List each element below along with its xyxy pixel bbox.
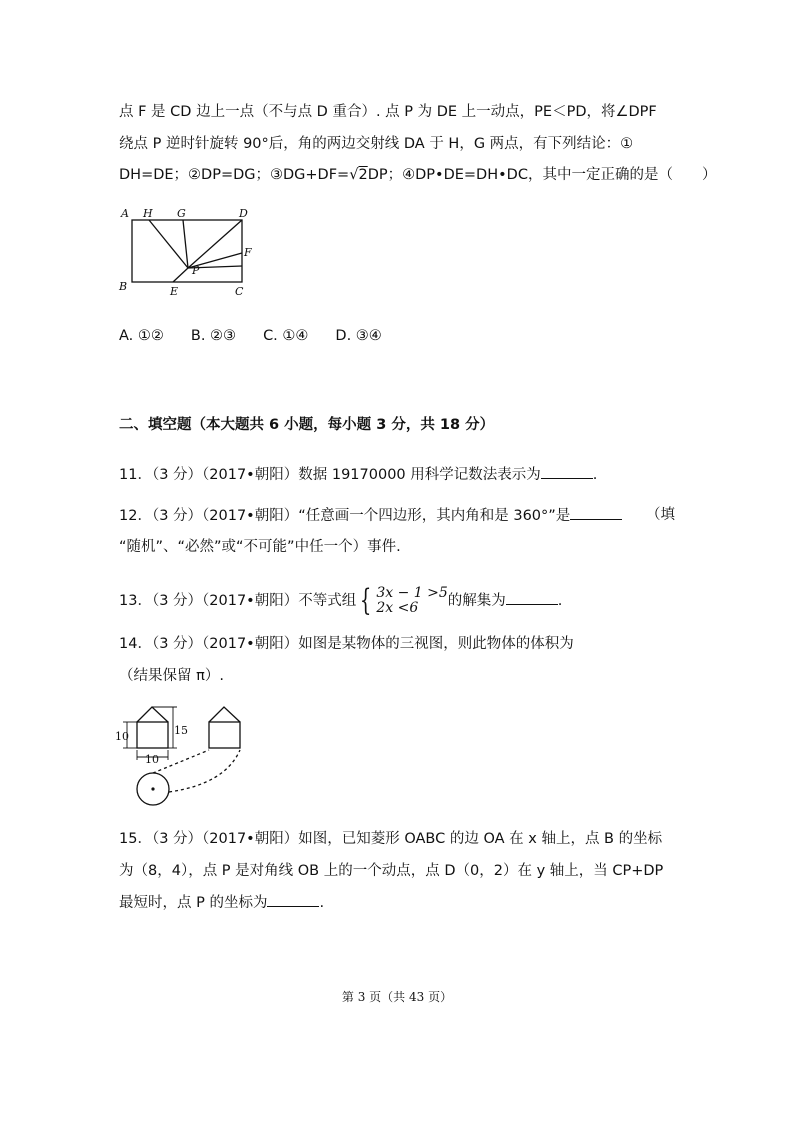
q13-part-a: 13．（3 分）（2017•朝阳）不等式组 — [119, 593, 357, 609]
q12-line-1 — [119, 505, 675, 526]
label-p: P — [192, 264, 200, 277]
q14-line-2: （结果保留 π）. — [119, 668, 224, 684]
sqrt-symbol: √ — [349, 167, 359, 183]
q15-answer-blank — [267, 892, 319, 907]
inequality-system — [356, 583, 448, 618]
q14-figure — [115, 704, 265, 808]
q13-text — [119, 583, 563, 618]
center-dot — [151, 787, 154, 790]
q10-line-3-part-b: DP；④DP•DE=DH•DC，其中一定正确的是（ ） — [367, 167, 717, 183]
label-g: G — [177, 207, 186, 220]
segment-pg — [183, 220, 188, 268]
choice-d: D. ③④ — [335, 328, 382, 344]
label-h: H — [143, 207, 153, 220]
front-view-roof — [137, 707, 168, 722]
q10-line-3 — [119, 165, 716, 185]
q10-line-2: 绕点 P 逆时针旋转 90°后，角的两边交射线 DA 于 H，G 两点，有下列结论：① — [119, 136, 634, 152]
brace-symbol: { — [360, 583, 372, 618]
sqrt-radicand: 2 — [358, 167, 368, 183]
q12-part-a: 12．（3 分）（2017•朝阳）“任意画一个四边形，其内角和是 360°”是 — [119, 508, 571, 524]
label-c: C — [235, 285, 244, 298]
label-f: F — [244, 246, 252, 259]
q13-part-b: 的解集为 — [447, 593, 506, 609]
q15-line-2: 为（8，4），点 P 是对角线 OB 上的一个动点，点 D（0，2）在 y 轴上，当 CP+DP — [119, 863, 664, 879]
q14-line-1: 14．（3 分）（2017•朝阳）如图是某物体的三视图，则此物体的体积为 — [119, 636, 574, 652]
section-2-title: 二、填空题（本大题共 6 小题，每小题 3 分，共 18 分） — [119, 417, 495, 433]
label-d: D — [239, 207, 248, 220]
rectangle-abcd — [132, 220, 242, 282]
label-height-10: 10 — [115, 730, 129, 743]
label-a: A — [121, 207, 129, 220]
label-e: E — [170, 285, 179, 298]
choice-b: B. ②③ — [190, 328, 237, 344]
label-height-15: 15 — [174, 724, 188, 737]
q15-line-3 — [119, 892, 324, 913]
segment-ph — [149, 220, 188, 268]
choice-a: A. ①② — [119, 328, 164, 344]
choice-c: C. ①④ — [263, 328, 309, 344]
label-width-10: 10 — [145, 753, 159, 766]
q11-answer-blank — [541, 464, 593, 479]
inequality-1: 3x − 1 >5 — [376, 585, 448, 601]
q12-line-1-text — [119, 505, 622, 526]
q12-answer-blank — [570, 505, 622, 520]
q12-line-2: “随机”、“必然”或“不可能”中任一个）事件. — [119, 539, 401, 555]
projection-line-2 — [169, 750, 240, 792]
side-view-roof — [209, 707, 240, 722]
inequality-2: 2x <6 — [376, 600, 419, 616]
q11-part-b: . — [592, 467, 598, 483]
q13-answer-blank — [506, 590, 558, 605]
q15-line-1: 15．（3 分）（2017•朝阳）如图，已知菱形 OABC 的边 OA 在 x 轴上，点 B 的坐标 — [119, 831, 663, 847]
q11-text — [119, 464, 597, 485]
page-number: 第 3 页（共 43 页） — [341, 990, 453, 1004]
q10-line-3-part-a: DH=DE；②DP=DG；③DG+DF= — [119, 167, 350, 183]
q10-figure — [115, 204, 265, 300]
q10-line-1: 点 F 是 CD 边上一点（不与点 D 重合）. 点 P 为 DE 上一动点，PE＜PD，将∠DPF — [119, 104, 657, 120]
projection-line-1 — [153, 750, 209, 773]
q12-part-b: （填 — [646, 507, 675, 523]
label-b: B — [119, 280, 128, 293]
q15-part-b: . — [319, 895, 325, 911]
q10-choices — [119, 328, 409, 344]
q15-part-a: 最短时，点 P 的坐标为 — [119, 895, 268, 911]
q13-part-c: . — [557, 593, 563, 609]
front-view-body — [137, 722, 168, 748]
segment-ep — [173, 268, 188, 282]
q11-part-a: 11．（3 分）（2017•朝阳）数据 19170000 用科学记数法表示为 — [119, 467, 541, 483]
side-view-body — [209, 722, 240, 748]
